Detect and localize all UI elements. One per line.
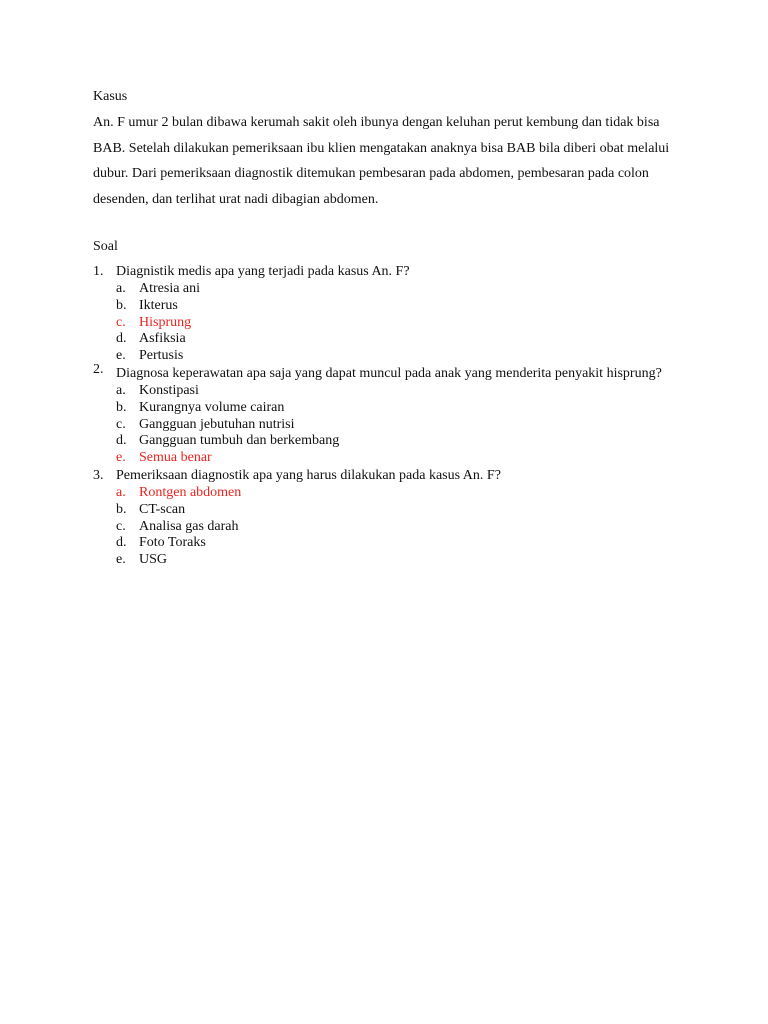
option-letter: b.: [116, 399, 127, 415]
question-list: [93, 263, 693, 569]
option-letter: c.: [116, 416, 126, 432]
option-text: Analisa gas darah: [139, 518, 239, 534]
option-1b: [116, 298, 693, 315]
option-letter: d.: [116, 535, 127, 551]
option-text: Pertusis: [139, 348, 184, 364]
option-letter: a.: [116, 484, 126, 500]
option-2d: [116, 433, 693, 450]
option-letter: d.: [116, 433, 127, 449]
option-list: [116, 383, 693, 467]
question-number: 1.: [93, 264, 104, 279]
option-letter: a.: [116, 281, 126, 296]
option-3a-correct: [116, 485, 693, 502]
option-2b: [116, 400, 693, 417]
question-2: [93, 361, 693, 466]
case-heading: Kasus: [93, 89, 128, 104]
option-text: Konstipasi: [139, 382, 199, 398]
option-3d: [116, 535, 693, 552]
option-text: Foto Toraks: [139, 535, 206, 551]
option-2c: [116, 417, 693, 434]
option-letter: b.: [116, 297, 127, 313]
option-text: Rontgen abdomen: [139, 484, 242, 500]
option-1c-correct: [116, 315, 693, 332]
option-letter: b.: [116, 501, 127, 517]
option-list: [116, 485, 693, 569]
option-letter: e.: [116, 552, 126, 568]
option-text: Kurangnya volume cairan: [139, 399, 285, 415]
option-2a: [116, 383, 693, 400]
question-text: Pemeriksaan diagnostik apa yang harus dilakukan pada kasus An. F?: [116, 467, 501, 483]
question-number: 2.: [93, 362, 104, 378]
option-letter: c.: [116, 314, 126, 330]
option-letter: e.: [116, 450, 126, 466]
option-3e: [116, 552, 693, 569]
option-text: USG: [139, 552, 168, 568]
questions-heading: Soal: [93, 239, 118, 254]
option-letter: a.: [116, 382, 126, 398]
case-description: An. F umur 2 bulan dibawa kerumah sakit oleh ibunya dengan keluhan perut kembung dan tidak bisa BAB. Setelah dilakukan pemeriksaan ibu klien mengatakan anaknya bisa BAB bila diberi obat melalui dubur. Dari pemeriksaan diagnostik ditemukan pembesaran pada abdomen, pembesaran pada colon desenden, dan terlihat urat nadi dibagian abdomen.: [93, 115, 670, 207]
option-1d: [116, 331, 693, 348]
question-text: Diagnistik medis apa yang terjadi pada kasus An. F?: [116, 264, 410, 279]
option-letter: d.: [116, 331, 127, 347]
question-text: Diagnosa keperawatan apa saja yang dapat muncul pada anak yang menderita penyakit hisprung?: [116, 366, 662, 382]
option-3c: [116, 519, 693, 536]
option-text: Asfiksia: [139, 331, 186, 347]
option-letter: c.: [116, 518, 126, 534]
question-3: [93, 467, 693, 569]
question-1: [93, 263, 693, 365]
option-3b: [116, 502, 693, 519]
option-text: Gangguan tumbuh dan berkembang: [139, 433, 340, 449]
question-number: 3.: [93, 467, 104, 483]
option-text: Atresia ani: [139, 281, 201, 296]
option-2e-correct: [116, 450, 693, 467]
option-text: Ikterus: [139, 297, 178, 313]
option-letter: e.: [116, 348, 126, 364]
option-text: CT-scan: [139, 501, 186, 517]
option-1a: [116, 281, 693, 298]
option-text: Semua benar: [139, 450, 212, 466]
option-list: [116, 281, 693, 365]
option-text: Hisprung: [139, 314, 192, 330]
option-text: Gangguan jebutuhan nutrisi: [139, 416, 295, 432]
